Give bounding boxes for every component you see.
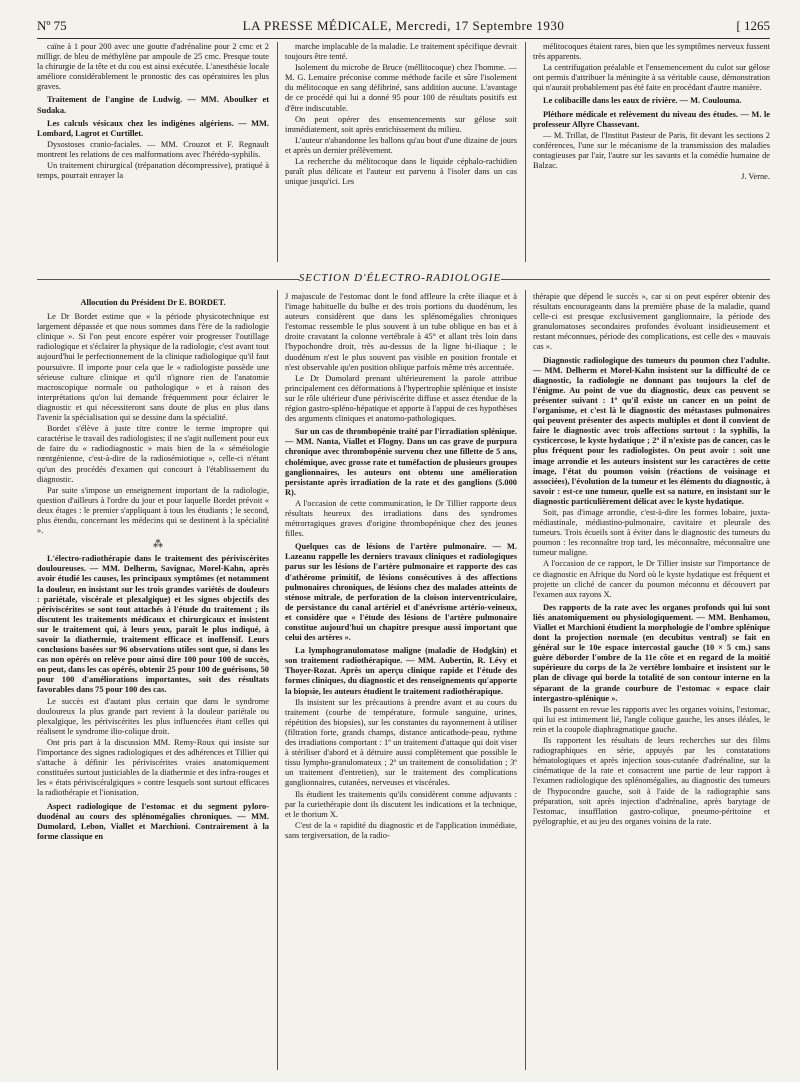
paragraph: Ont pris part à la discussion MM. Remy-Roux qui insiste sur l'importance des signes radiologiques et des adhérences et Tillier qui s'attache à définir les périviscérites vraies anatomiquement constituées surtout justiciables de la diathermie et des infra-rouges et les « états périviscéralgiques » contre lesquels sont surtout efficaces la radiothérapie et l'ionisation. bbox=[37, 737, 269, 798]
paragraph: Ils passent en revue les rapports avec les organes voisins, l'estomac, qui lui est intimement lié, l'angle colique gauche, les anses iléales, le rein et la coupole diaphragmatique gauche. bbox=[533, 704, 770, 734]
column-divider bbox=[277, 290, 278, 1070]
paragraph: L'auteur n'abandonne les ballons qu'au bout d'une dizaine de jours et après un dernier prélèvement. bbox=[285, 135, 517, 155]
paragraph: Ils rapportent les résultats de leurs recherches sur des films radiographiques en série, appuyés par les constatations hématologiques et après injection sous-cutanée d'adrénaline, sur la cinématique de la rate et consacrent une partie de leur rapport à l'examen radiologique des splénomégalies, au diagnostic des tumeurs de l'hypocondre gauche, soit à l'aide de la radiographie sans préparation, soit après injection d'adrénaline, après barytage de l'estomac, insufflation gastro-colique, pneumo-péritoine et pyélographie, et au jeu des organes voisins de la rate. bbox=[533, 736, 770, 826]
paragraph: C'est de la « rapidité du diagnostic et de l'application immédiate, sans tergiversation, de la radio- bbox=[285, 820, 517, 840]
paragraph: Dysostoses cranio-faciales. — MM. Crouzot et F. Regnault montrent les relations de ces malformations avec l'hérédo-syphilis. bbox=[37, 139, 269, 159]
asterism: ⁂ bbox=[153, 539, 163, 551]
paragraph: A l'occasion de ce rapport, le Dr Tillier insiste sur l'importance de ce diagnostic en Afrique du Nord où le kyste hydatique est fréquent et projette un cliché de cancer du poumon méconnu et découvert par l'examen aux rayons X. bbox=[533, 559, 770, 599]
paragraph: Par suite s'impose un enseignement important de la radiologie, question d'ailleurs à l'ordre du jour et pour laquelle Bordet prévoit « deux étages : le premier s'appliquant à tous les étudiants ; le second, plus étendu, concernant les médecins qui se destinent à la spécialité ». bbox=[37, 485, 269, 536]
column-divider bbox=[525, 42, 526, 262]
bottom-column-3 bbox=[533, 292, 770, 1072]
paragraph: mélitocoques étaient rares, bien que les symptômes nerveux fussent très apparents. bbox=[533, 42, 770, 62]
article-heading: Les calculs vésicaux chez les indigènes algériens. — MM. Lombard, Lagrot et Curtillet. bbox=[37, 118, 269, 138]
bottom-column-2 bbox=[285, 292, 517, 1072]
paragraph: Isolement du microbe de Bruce (méllitocoque) chez l'homme. — M. G. Lemaire préconise comme méthode facile et sûre l'isolement du mélitocoque en sang défibriné, sans addition aucune. L'avantage de ce procédé qui lui a donné 95 pour 100 de résultats positifs est d'être indiscutable. bbox=[285, 63, 517, 113]
paragraph: On peut opérer des ensemencements sur gélose soit immédiatement, soit après enrichissement du milieu. bbox=[285, 114, 517, 134]
article-heading: Pléthore médicale et relèvement du niveau des études. — M. le professeur Allyre Chassevant. bbox=[533, 109, 770, 129]
article-heading: Le colibacille dans les eaux de rivière. — M. Coulouma. bbox=[543, 96, 742, 106]
bottom-column-1 bbox=[37, 292, 269, 1072]
article-heading: Quelques cas de lésions de l'artère pulmonaire. — M. Lazeanu rappelle les derniers travaux cliniques et radiologiques parus sur les lésions de l'artère pulmonaire et rapporte des cas d'athérome primitif, de lésions consécutives à des affections pulmonaires chroniques, de lésions chez des malades atteints de sténose mitrale, de perforation de la cloison interventriculaire, de persistance du canal artériel et d'anévrisme artério-veineux, et considère que « l'étude des lésions de l'artère pulmonaire constitue aujourd'hui un chapitre presque aussi important que celui des artères ». bbox=[285, 542, 517, 643]
paragraph: Ils étudient les traitements qu'ils considèrent comme adjuvants : par la curiethérapie dont ils discutent les indications et la technique, et le thorium X. bbox=[285, 789, 517, 819]
page-number: [ 1265 bbox=[736, 18, 770, 33]
issue-number: Nº 75 bbox=[37, 18, 67, 33]
paragraph: J majuscule de l'estomac dont le fond affleure la crête iliaque et à l'image habituelle du bulbe et des trois portions du duodénum, les auteurs considèrent que dans les splénomégalies chroniques l'estomac ressemble le plus souvent à un tube oblique en bas et à droite cravatant la colonne vertébrale à 45° et allant très loin dans l'hypochondre droit, très au-dessus de la ligne bi-iliaque ; le duodénum n'est le plus souvent pas visible en position frontale et n'est observable qu'en position oblique parfois même très accentuée. bbox=[285, 292, 517, 372]
article-heading: Sur un cas de thrombopénie traité par l'irradiation splénique. — MM. Nanta, Viallet et Flogny. Dans un cas grave de purpura chronique avec thrombopénie survenu chez une fillette de 5 ans, cholémique, avec grosse rate et tuméfaction de plusieurs groupes ganglionnaires, les auteurs ont obtenu une amélioration persistante après irradiation de la rate et des ganglions (5.000 R). bbox=[285, 427, 517, 497]
section-rule-right bbox=[501, 279, 770, 280]
top-column-1 bbox=[37, 42, 269, 260]
article-heading: L'électro-radiothérapie dans le traitement des périviscérites douloureuses. — MM. Delherm, Savignac, Morel-Kahn, après avoir étudié les causes, les principaux symptômes (et notamment la douleur, en insistant sur les trois grandes variétés de douleurs : pariétale, viscérale et plexalgique) et les signes objectifs des périviscérites se sont tout attachés à l'étude du traitement ; ils discutent les traitements médicaux et chirurgicaux et insistent sur le traitement qui, à leurs yeux, paraît le plus indiqué, à savoir la diathermie, traitement efficace et inoffensif. Leurs conclusions basées sur 96 observations utiles sont que, si dans les cas non opérés on relève pour ainsi dire 100 pour 100 de succès, on peut, dans les cas opérés, obtenir 25 pour 100 de guérisons, 50 pour 100 d'améliorations importantes, soit des résultats favorables dans 75 pour 100 des cas. bbox=[37, 554, 269, 695]
paragraph: caïne à 1 pour 200 avec une goutte d'adrénaline pour 2 cmc et 2 milligr. de bleu de méthylène par ampoule de 25 cmc. Presque toute la chirurgie de la tête et du cou est ainsi exécutée. L'anesthésie locale améliore considérablement le pronostic des cas opératoires les plus graves. bbox=[37, 42, 269, 92]
section-heading: Allocution du Président Dr E. BORDET. bbox=[80, 298, 226, 307]
paragraph: — M. Trillat, de l'Institut Pasteur de Paris, fit devant les sections 2 conférences, l'une sur le mécanisme de la transmission des maladies contagieuses par l'air, l'autre sur les savants et la comédie humaine de Balzac. bbox=[533, 130, 770, 171]
article-heading: La lymphogranulomatose maligne (maladie de Hodgkin) et son traitement radiothérapique. — MM. Aubertin, R. Lévy et Thoyer-Rozat. Après un aperçu clinique rapide et l'étude des formes cliniques, du diagnostic et des renseignements qu'apporte la biopsie, les auteurs étudient le traitement radiothérapique. bbox=[285, 646, 517, 696]
section-title: SECTION D'ÉLECTRO-RADIOLOGIE bbox=[298, 272, 502, 284]
paragraph: A l'occasion de cette communication, le Dr Tillier rapporte deux résultats heureux des irradiations dans des syndromes métrorragiques graves d'origine thrombopénique chez des jeunes filles. bbox=[285, 498, 517, 539]
journal-title: LA PRESSE MÉDICALE, Mercredi, 17 Septembre 1930 bbox=[242, 18, 565, 33]
page-header bbox=[37, 18, 770, 36]
header-rule bbox=[37, 38, 770, 39]
article-heading: Aspect radiologique de l'estomac et du segment pyloro-duodénal au cours des splénomégalies chroniques. — MM. Dumolard, Lebon, Viallet et Marchioni. Contrairement à la forme classique en bbox=[37, 801, 269, 841]
top-column-2 bbox=[285, 42, 517, 260]
article-heading: Traitement de l'angine de Ludwig. — MM. Aboulker et Sudaka. bbox=[37, 95, 269, 115]
paragraph: Soit, pas d'image arrondie, c'est-à-dire les formes lobaire, juxta-médiastinale, médiastino-pulmonaire, cavitaire et pleurale des tumeurs. Trois écueils sont à éviter dans le diagnostic des tumeurs du poumon : les reconnaître trop tard, les méconnaître, méconnaître une tumeur maligne. bbox=[533, 507, 770, 558]
paragraph: Le Dr Dumolard prenant ultérieurement la parole attribue principalement ces déformations à l'hypertrophie splénique et insiste sur le rôle ultérieur d'une périviscérite diffuse et assez étendue de la région gastro-spléno-hépatique et apporte à l'appui de ces hypothèses des arguments cliniques et anatomo-pathologiques. bbox=[285, 373, 517, 424]
paragraph: Ils insistent sur les précautions à prendre avant et au cours du traitement (courbe de température, formule sanguine, urines, répétition des biopsies), sur les constantes du rayonnement à utiliser (filtration forte, grands champs, distance anticathode-peau, rythme des irradiations comportant : 1º un traitement d'attaque qui doit viser à stériliser d'abord et à détruire aussi complètement que possible le tissu lympho-granulomateux ; 2º un traitement de consolidation ; 3º un traitement d'entretien), sur le traitement des complications ganglionnaires, cutanées, nerveuses et viscérales. bbox=[285, 697, 517, 788]
paragraph: Le Dr Bordet estime que « la période physicotechnique est largement dépassée et que nous sommes dans l'ère de la radiologie clinique ». Si l'on peut encore espérer voir progresser l'outillage radiologique et s'éclairer la physique de la radiologie, c'est avant tout aujourd'hui le perfectionnement de la clinique radiologique qu'il faut poursuivre. Il importe pour cela que le « radiologiste possède une sérieuse culture clinique et qu'il n'ignore rien de l'anatomie macroscopique normale ou pathologique » et à raison des interprétations qu'on lui demande fréquemment pour éclairer le diagnostic et qui nécessiteront sans doute de plus en plus dans l'avenir la spécialisation qui se dessine dans la spécialité. bbox=[37, 312, 269, 423]
paragraph: marche implacable de la maladie. Le traitement spécifique devrait toujours être tenté. bbox=[285, 42, 517, 62]
top-column-3 bbox=[533, 42, 770, 260]
article-heading: Des rapports de la rate avec les organes profonds qui lui sont liés anatomiquement ou physiologiquement. — MM. Benhamou, Viallet et Marchioni étudient la morphologie de l'ombre splénique dont la projection normale (en decubitus ventral) se fait en général sur le 10e espace intercostal gauche (10 × 5 cm.) sans guère déborder l'ombre de la 11e côte et en regard de la moitié supérieure du corps de la 2e vertèbre lombaire et insistent sur le plan de clivage qui borde la totalité de son contour interne en la séparant de la grande courbure de l'estomac « espace clair intergastro-splénique ». bbox=[533, 602, 770, 703]
signature: J. Verne. bbox=[741, 172, 770, 182]
column-divider bbox=[525, 290, 526, 1070]
article-heading: Diagnostic radiologique des tumeurs du poumon chez l'adulte. — MM. Delherm et Morel-Kahn insistent sur la difficulté de ce diagnostic, la radiologie ne donnant pas toujours la clef de l'énigme. Au point de vue du diagnostic, deux cas peuvent se présenter suivant : 1º qu'il existe un cancer en un point de l'organisme, et c'est là le diagnostic des métastases pulmonaires qui peuvent présenter des aspects multiples et dont il convient de faire le diagnostic avec trois affections surtout : la syphilis, la cysticercose, le kyste hydatique ; 2º il n'existe pas de cancer, cas le plus fréquent pour les radiologistes. On peut avoir : soit une image arrondie et les auteurs insistent sur les caractères de cette image, l'état du poumon voisin (réactions de voisinage et associées), l'évolution de la tumeur et les éléments du diagnostic, à savoir : est-ce une tumeur, quelle est sa nature, en insistant sur le diagnostic particulièrement délicat avec le kyste hydatique. bbox=[533, 355, 770, 506]
paragraph: thérapie que dépend le succès », car si on peut espérer obtenir des résultats encourageants dans la première phase de la maladie, quand celle-ci est presque exclusivement ganglionnaire, la période des granulomatoses secondaires profondes évoluant insidieusement et restant méconnues, période des complications, est celle des « mauvais cas ». bbox=[533, 292, 770, 352]
paragraph: Le succès est d'autant plus certain que dans le syndrome douloureux la plus grande part revient à la douleur pariétale ou plexalgique, les périviscérites les plus influencées étant celles qui réalisent le syndrome ilio-colique droit. bbox=[37, 696, 269, 736]
paragraph: La centrifugation préalable et l'ensemencement du culot sur gélose ont permis d'attribuer la méningite à sa véritable cause, démonstration qui n'aurait probablement pas été faite en procédant d'autre manière. bbox=[533, 63, 770, 93]
column-divider bbox=[277, 42, 278, 262]
paragraph: Un traitement chirurgical (trépanation décompressive), pratiqué à temps, pourrait enrayer la bbox=[37, 161, 269, 181]
paragraph: Bordet s'élève à juste titre contre le terme impropre qui caractérise le travail des radiologistes; il ne s'agit nullement pour eux de faire du « radiodiagnostic » mais bien de la « séméiologie rœntgénienne, c'est-à-dire de la radiosémiotique », celle-ci n'étant qu'un des procédés d'examen qui concourt à l'établissement du diagnostic. bbox=[37, 424, 269, 484]
paragraph: La recherche du mélitocoque dans le liquide céphalo-rachidien paraît plus délicate et l'auteur est parvenu à l'isoler dans un cas unique jusqu'ici. Les bbox=[285, 157, 517, 187]
